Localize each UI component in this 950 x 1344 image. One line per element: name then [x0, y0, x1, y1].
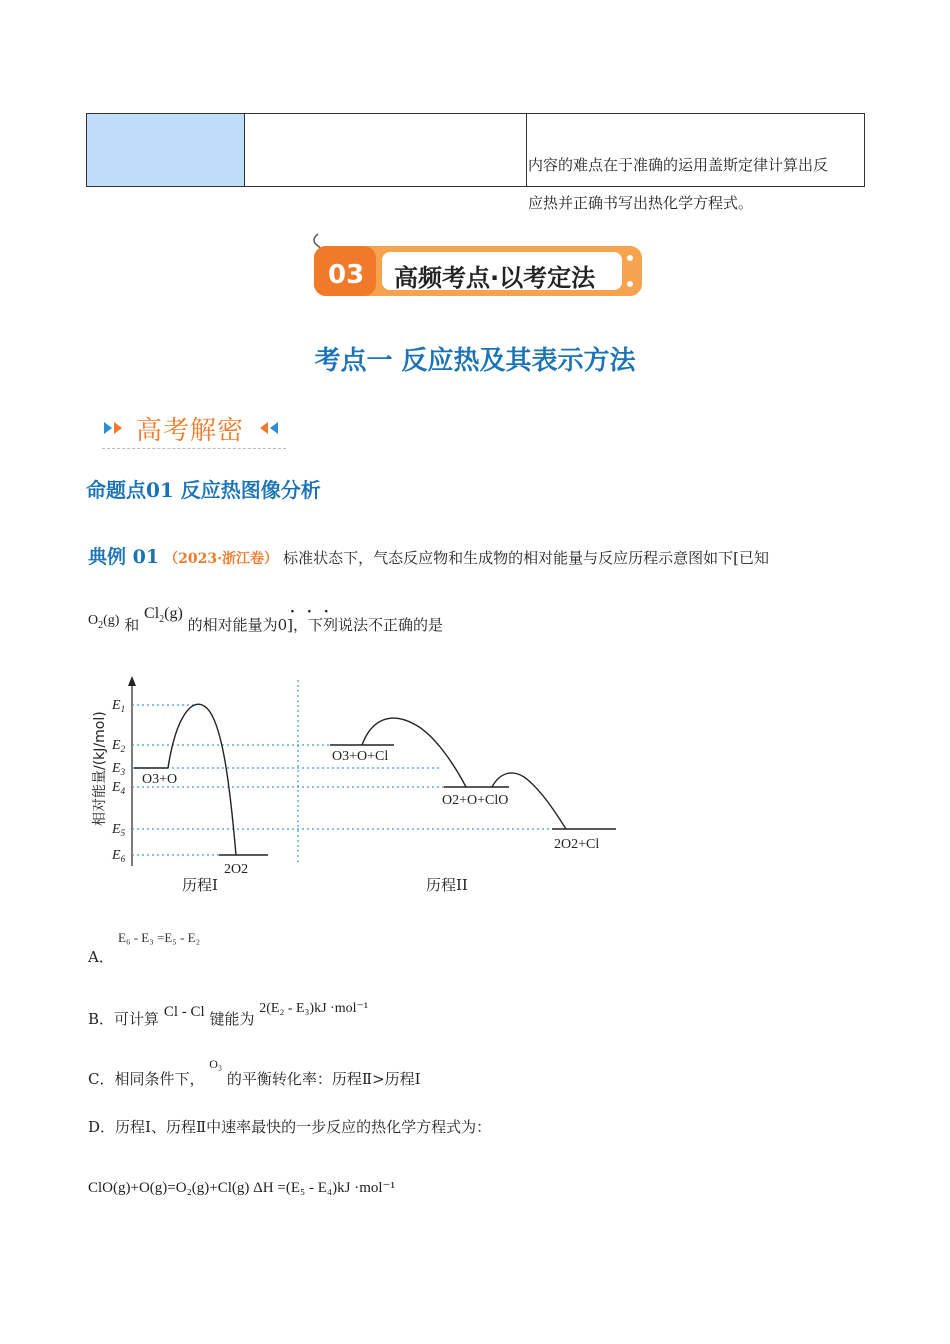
example-stem-line1 [88, 542, 769, 569]
proposition-heading: 命题点01 反应热图像分析 [86, 478, 321, 502]
table-cell-middle [244, 114, 527, 186]
example-source: （2023·浙江卷） [164, 551, 278, 567]
banner-number: 03 [328, 260, 365, 290]
energy-diagram [84, 676, 624, 898]
example-text: 标准状态下，气态反应物和生成物的相对能量与反应历程示意图如下[已知 [283, 549, 769, 567]
double-arrow-left-icon [258, 418, 288, 438]
section-banner [312, 248, 644, 308]
option-d-equation: ClO(g)+O(g)=O₂(g)+Cl(g) ΔH =(E₅ - E₄)kJ ·mol⁻¹ [88, 1180, 395, 1196]
table-cell-text-line2: 应热并正确书写出热化学方程式。 [528, 194, 754, 212]
species-p1-start: O3+O [142, 772, 178, 787]
path1-label: 历程I [182, 876, 218, 894]
example-stem-line2: $O_2(g)$ 和 $Cl_2(g)$ 的相对能量为0]，下列说法不正确的是 [88, 605, 444, 634]
option-b-bond: Cl - Cl [163, 1004, 205, 1020]
option-c-species: O₃ [209, 1057, 223, 1071]
option-b-formula: 2(E₂ - E₃)kJ ·mol⁻¹ [259, 1001, 369, 1016]
banner-title: 高频考点·以考定法 [394, 264, 596, 292]
table-cell-text-line1: 内容的难点在于准确的运用盖斯定律计算出反 [528, 156, 829, 174]
example-label: 典例 01 [88, 546, 160, 568]
gaokao-label: 高考解密 [136, 416, 245, 446]
gaokao-heading [100, 408, 290, 452]
emphasis-dots: ··· [290, 604, 341, 620]
double-arrow-right-icon [102, 418, 132, 438]
level-e5: $E_5$ [112, 822, 126, 838]
option-a[interactable]: A． [88, 948, 114, 966]
section-title: 考点一 反应热及其表示方法 [314, 346, 636, 376]
level-e2: $E_2$ [112, 738, 126, 754]
option-b[interactable]: B．可计算 Cl - Cl 键能为 2(E₂ - E₃)kJ ·mol⁻¹ [88, 1001, 369, 1028]
species-p2-start: O3+O+Cl [332, 749, 389, 764]
option-d[interactable]: D．历程Ⅰ、历程Ⅱ中速率最快的一步反应的热化学方程式为： [88, 1118, 492, 1136]
path2-label: 历程II [426, 876, 468, 894]
species-p2-end: 2O2+Cl [554, 837, 600, 852]
species-p1-end: 2O2 [224, 862, 249, 877]
level-e4: $E_4$ [112, 780, 126, 796]
y-axis-label: 相对能量/(kJ/mol) [92, 711, 108, 826]
emphasis-text: 不正确 [368, 616, 414, 634]
species-p2-mid: O2+O+ClO [442, 793, 509, 808]
table-cell-header [87, 114, 245, 186]
option-c[interactable]: C．相同条件下， $^{O_3}$ 的平衡转化率：历程Ⅱ>历程Ⅰ [88, 1057, 421, 1088]
level-e1: $E_1$ [112, 698, 126, 714]
level-e6: $E_6$ [112, 848, 126, 864]
option-a-formula: E₆ - E₃ =E₅ - E₂ [118, 930, 201, 945]
level-e3: $E_3$ [112, 761, 126, 777]
